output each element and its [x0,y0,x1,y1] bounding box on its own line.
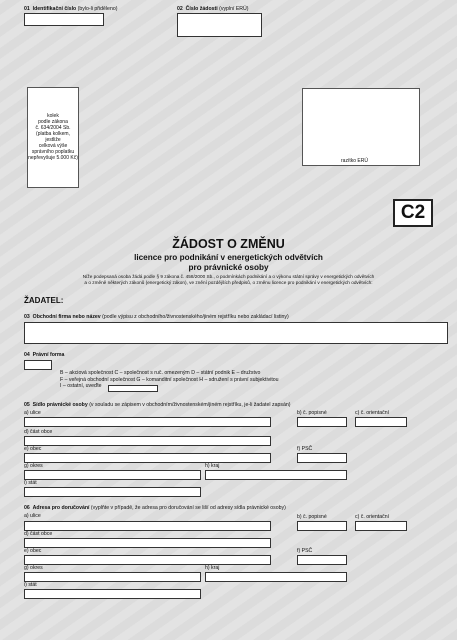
sec06-label: 06 Adresa pro doručování (vyplňte v případě, že adresa pro doručování se liší od adresy sídla právnické osoby) [24,505,286,511]
sec06-popisne-label: b) č. popisné [297,514,327,520]
sec06-city-input[interactable] [24,555,271,565]
sec05-country-input[interactable] [24,487,201,497]
sec05-district-input[interactable] [24,436,271,446]
sec05-street-input[interactable] [24,417,271,427]
sec06-obec-label: e) obec [24,548,42,554]
sec06-country-input[interactable] [24,589,201,599]
sec05-postcode-input[interactable] [297,453,347,463]
sec05-ulice-label: a) ulice [24,410,41,416]
kolek-box [27,87,79,188]
legal-form-other-input[interactable] [108,385,158,392]
sec05-city-input[interactable] [24,453,271,463]
sec04-label: 04 Právní forma [24,352,65,358]
sec05-label: 05 Sídlo právnické osoby (v souladu se zápisem v obchodním/živnostenském/jiném rejstříku, je-li žadatel zapsán) [24,402,291,408]
zadatel-heading: ŽADATEL: [24,296,64,305]
sec05-stat-label: i) stát [24,480,37,486]
field-02-input[interactable] [177,13,262,37]
legal-form-legend: B – akciová společnost C – společnost s ruč. omezeným D – státní podnik E – družstvo F – veřejná obchodní společnost G – komanditní společnost H – sdružení s právní subjektivitou I – ostatní, uveďte [60,370,279,390]
intro-line-1: Níže podepsaná osoba žádá podle § 9 zákona č. 458/2000 Sb., o podmínkách podnikání a o výkonu státní správy v energetických odvětvích [82,274,375,279]
sec06-region-input[interactable] [205,572,347,582]
field-01-input[interactable] [24,13,104,26]
razitko-label: razítko ERÚ [341,158,368,164]
sec05-county-input[interactable] [24,470,201,480]
sec06-county-input[interactable] [24,572,201,582]
sec05-obec-label: e) obec [24,446,42,452]
sec06-street-input[interactable] [24,521,271,531]
form-subtitle-2: pro právnické osoby [188,263,269,272]
sec05-region-input[interactable] [205,470,347,480]
form-subtitle-1: licence pro podnikání v energetických odvětvích [134,253,323,262]
sec06-postcode-input[interactable] [297,555,347,565]
form-title: ŽÁDOST O ZMĚNU [172,237,285,251]
sec06-ulice-label: a) ulice [24,513,41,519]
sec06-orientacni-label: c) č. orientační [355,514,390,520]
kolek-text: kolek podle zákona č. 634/2004 Sb. (platba kolkem, jestliže celková výše správního poplatku nepřevyšuje 5.000 Kč) [28,113,78,161]
legal-form-input[interactable] [24,360,52,370]
sec06-psc-label: f) PSČ [297,548,313,554]
razitko-box [302,88,420,166]
sec06-kraj-label: h) kraj [205,565,220,571]
sec06-okres-label: g) okres [24,565,43,571]
sec05-house-number-input[interactable] [297,417,347,427]
intro-line-2: a o změně některých zákonů (energetický zákon), ve znění pozdějších předpisů, o změnu licence pro podnikání v energetických odvětvích: [84,280,373,285]
sec05-orientation-number-input[interactable] [355,417,407,427]
sec06-house-number-input[interactable] [297,521,347,531]
sec05-orientacni-label: c) č. orientační [355,410,390,416]
form-code-badge: C2 [393,199,433,227]
sec06-cast-obce-label: d) část obce [24,531,53,537]
field-01-label: 01 Identifikační číslo (bylo-li přiděleno) [24,6,118,12]
sec06-district-input[interactable] [24,538,271,548]
sec05-okres-label: g) okres [24,463,43,469]
sec05-kraj-label: h) kraj [205,463,220,469]
sec06-orientation-number-input[interactable] [355,521,407,531]
sec05-cast-obce-label: d) část obce [24,429,53,435]
sec05-popisne-label: b) č. popisné [297,410,327,416]
company-name-input[interactable] [24,322,448,344]
sec03-label: 03 Obchodní firma nebo název (podle výpisu z obchodního/živnostenského/jiném rejstříku nebo zakládací listiny) [24,314,289,320]
sec05-psc-label: f) PSČ [297,446,313,452]
sec06-stat-label: i) stát [24,582,37,588]
field-02-label: 02 Číslo žádosti (vyplní ERÚ) [177,6,249,12]
